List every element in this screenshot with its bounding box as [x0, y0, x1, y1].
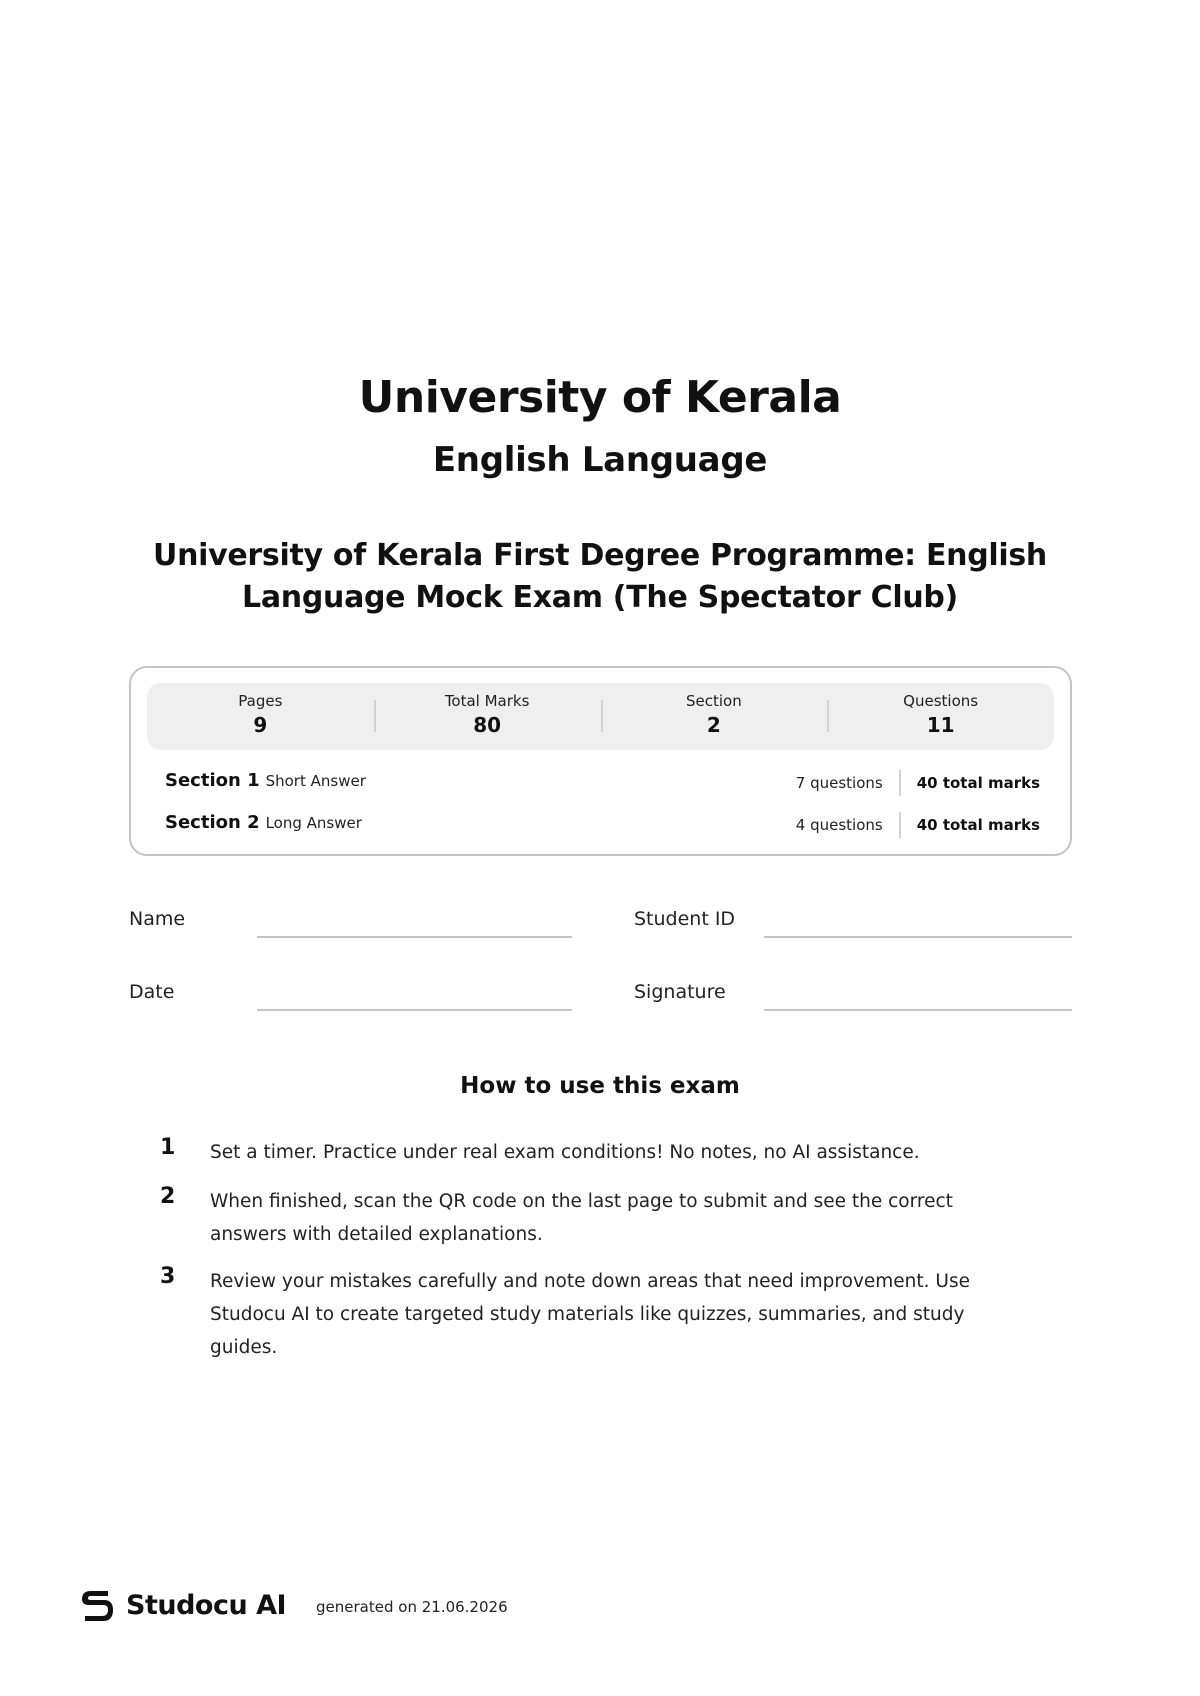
stat-value: 80 — [473, 713, 502, 737]
stat-label: Questions — [903, 692, 979, 710]
name-input-line[interactable] — [257, 936, 572, 938]
signature-label: Signature — [634, 981, 726, 1003]
date-input-line[interactable] — [257, 1009, 572, 1011]
section-row-2 — [165, 812, 1040, 838]
student-id-label: Student ID — [634, 908, 736, 930]
exam-summary-box — [129, 666, 1072, 856]
student-id-field — [634, 902, 1072, 942]
step-text: When finished, scan the QR code on the last page to submit and see the correct answers with detailed explanations. — [210, 1191, 953, 1245]
brand-name: Studocu AI — [126, 1589, 287, 1621]
name-field — [129, 902, 572, 942]
stat-value: 11 — [926, 713, 955, 737]
section-type: Short Answer — [265, 772, 366, 790]
signature-input-line[interactable] — [764, 1009, 1072, 1011]
stats-bar — [147, 683, 1054, 750]
stat-total-marks — [374, 683, 601, 750]
stat-pages — [147, 683, 374, 750]
step-number: 2 — [160, 1184, 176, 1209]
section-marks: 40 total marks — [916, 816, 1040, 834]
stat-value: 2 — [706, 713, 721, 737]
exam-title: University of Kerala First Degree Programme: English Language Mock Exam (The Spectator Club) — [153, 538, 1047, 615]
stat-label: Pages — [238, 692, 283, 710]
studocu-logo-icon — [78, 1586, 116, 1624]
step-number: 1 — [160, 1135, 176, 1160]
stat-section — [601, 683, 828, 750]
name-label: Name — [129, 908, 186, 930]
generated-date: generated on 21.06.2026 — [316, 1598, 508, 1616]
section-question-count: 4 questions — [795, 816, 883, 834]
date-field — [129, 975, 572, 1015]
section-name: Section 2 — [165, 812, 260, 833]
step-text: Set a timer. Practice under real exam conditions! No notes, no AI assistance. — [210, 1142, 920, 1163]
signature-field — [634, 975, 1072, 1015]
howto-title: How to use this exam — [460, 1073, 740, 1099]
section-name: Section 1 — [165, 770, 260, 791]
section-question-count: 7 questions — [795, 774, 883, 792]
section-row-1 — [165, 770, 1040, 796]
step-text: Review your mistakes carefully and note down areas that need improvement. Use Studocu AI to create targeted study materials like quizzes, summaries, and study guides. — [210, 1271, 970, 1358]
stat-value: 9 — [253, 713, 268, 737]
subject-title: English Language — [432, 440, 768, 480]
section-divider — [899, 770, 901, 796]
step-number: 3 — [160, 1264, 176, 1289]
institution-title: University of Kerala — [358, 372, 842, 423]
stat-label: Section — [686, 692, 742, 710]
section-type: Long Answer — [265, 814, 362, 832]
date-label: Date — [129, 981, 175, 1003]
stat-label: Total Marks — [444, 692, 530, 710]
stat-questions — [827, 683, 1054, 750]
footer — [78, 1585, 508, 1625]
student-id-input-line[interactable] — [764, 936, 1072, 938]
section-divider — [899, 812, 901, 838]
section-marks: 40 total marks — [916, 774, 1040, 792]
